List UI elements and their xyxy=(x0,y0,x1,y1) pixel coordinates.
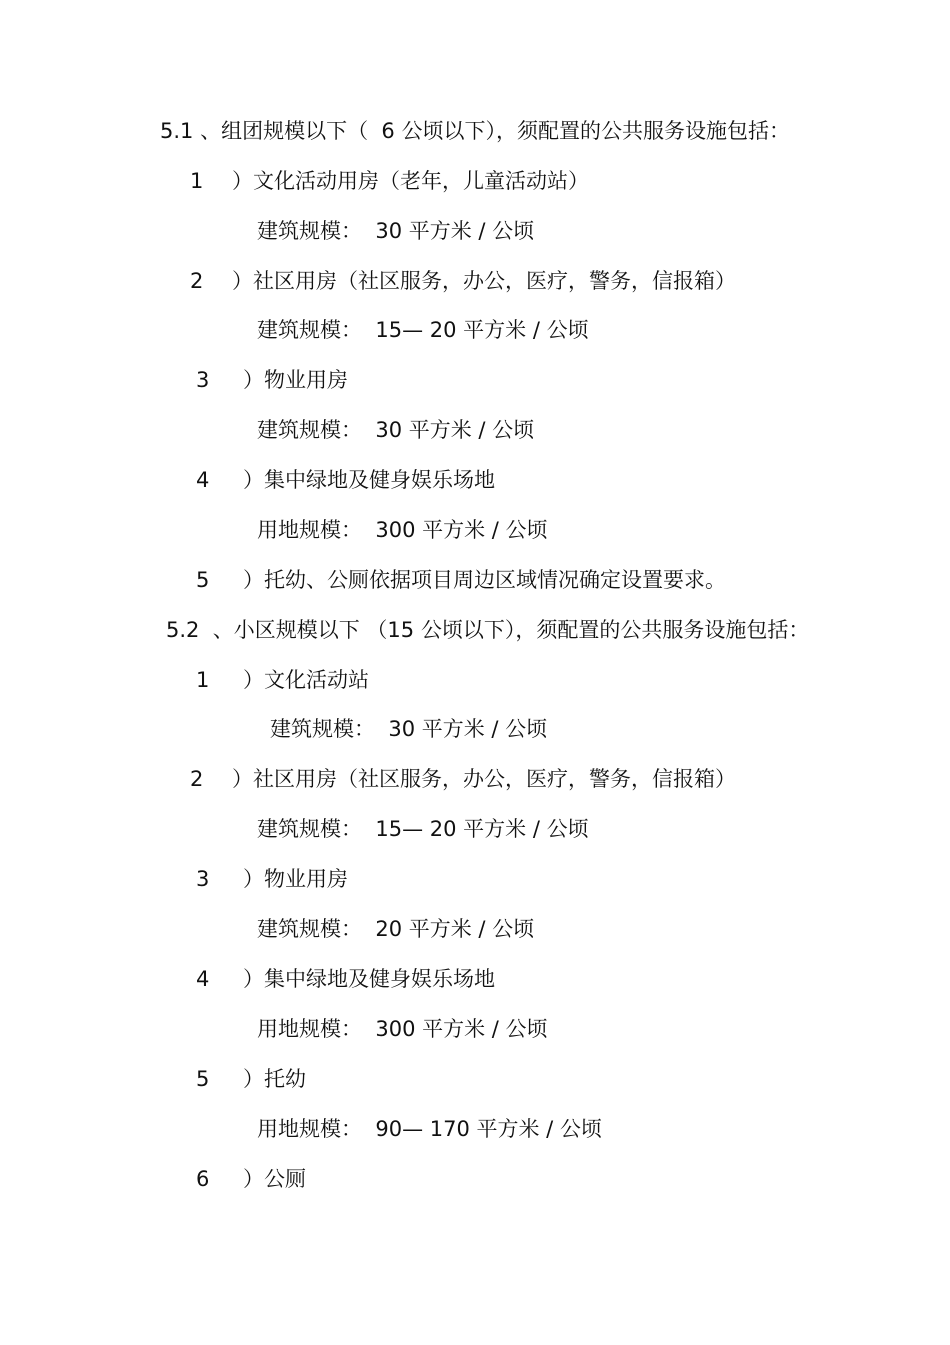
s1-item3-title: ）物业用房 xyxy=(243,368,348,392)
s2-item2-scale: 建筑规模： 15— 20 平方米 / 公顷 xyxy=(257,817,589,841)
s1-item5-title: ）托幼、公厕依据项目周边区域情况确定设置要求。 xyxy=(243,568,726,592)
s1-item1-scale: 建筑规模： 30 平方米 / 公顷 xyxy=(257,219,535,243)
s2-item2-number: 2 xyxy=(190,767,204,791)
s2-item5-scale: 用地规模： 90— 170 平方米 / 公顷 xyxy=(257,1117,602,1141)
s2-item4-title: ）集中绿地及健身娱乐场地 xyxy=(243,967,495,991)
s1-item5-number: 5 xyxy=(196,568,210,592)
s2-item2-title: ）社区用房（社区服务，办公，医疗，警务，信报箱） xyxy=(232,767,736,791)
s1-item2-number: 2 xyxy=(190,269,204,293)
s2-item1-number: 1 xyxy=(196,668,210,692)
s2-item5-number: 5 xyxy=(196,1067,210,1091)
s1-item4-scale: 用地规模： 300 平方米 / 公顷 xyxy=(257,518,548,542)
s1-item2-scale: 建筑规模： 15— 20 平方米 / 公顷 xyxy=(257,318,589,342)
s2-item6-number: 6 xyxy=(196,1167,210,1191)
s2-item5-title: ）托幼 xyxy=(243,1067,306,1091)
s2-item1-title: ）文化活动站 xyxy=(243,668,369,692)
s2-item4-scale: 用地规模： 300 平方米 / 公顷 xyxy=(257,1017,548,1041)
s2-item4-number: 4 xyxy=(196,967,210,991)
s1-item1-title: ）文化活动用房（老年，儿童活动站） xyxy=(232,169,589,193)
s1-item1-number: 1 xyxy=(190,169,204,193)
s1-item3-scale: 建筑规模： 30 平方米 / 公顷 xyxy=(257,418,535,442)
section-5-1-heading: 5.1 、组团规模以下（ 6 公顷以下），须配置的公共服务设施包括： xyxy=(160,119,790,143)
s2-item3-number: 3 xyxy=(196,867,210,891)
s1-item4-title: ）集中绿地及健身娱乐场地 xyxy=(243,468,495,492)
section-5-2-heading: 5.2 、小区规模以下 （15 公顷以下），须配置的公共服务设施包括： xyxy=(166,618,810,642)
s2-item6-title: ）公厕 xyxy=(243,1167,306,1191)
s1-item2-title: ）社区用房（社区服务，办公，医疗，警务，信报箱） xyxy=(232,269,736,293)
s2-item1-scale: 建筑规模： 30 平方米 / 公顷 xyxy=(270,717,548,741)
s2-item3-title: ）物业用房 xyxy=(243,867,348,891)
s1-item4-number: 4 xyxy=(196,468,210,492)
s1-item3-number: 3 xyxy=(196,368,210,392)
s2-item3-scale: 建筑规模： 20 平方米 / 公顷 xyxy=(257,917,535,941)
